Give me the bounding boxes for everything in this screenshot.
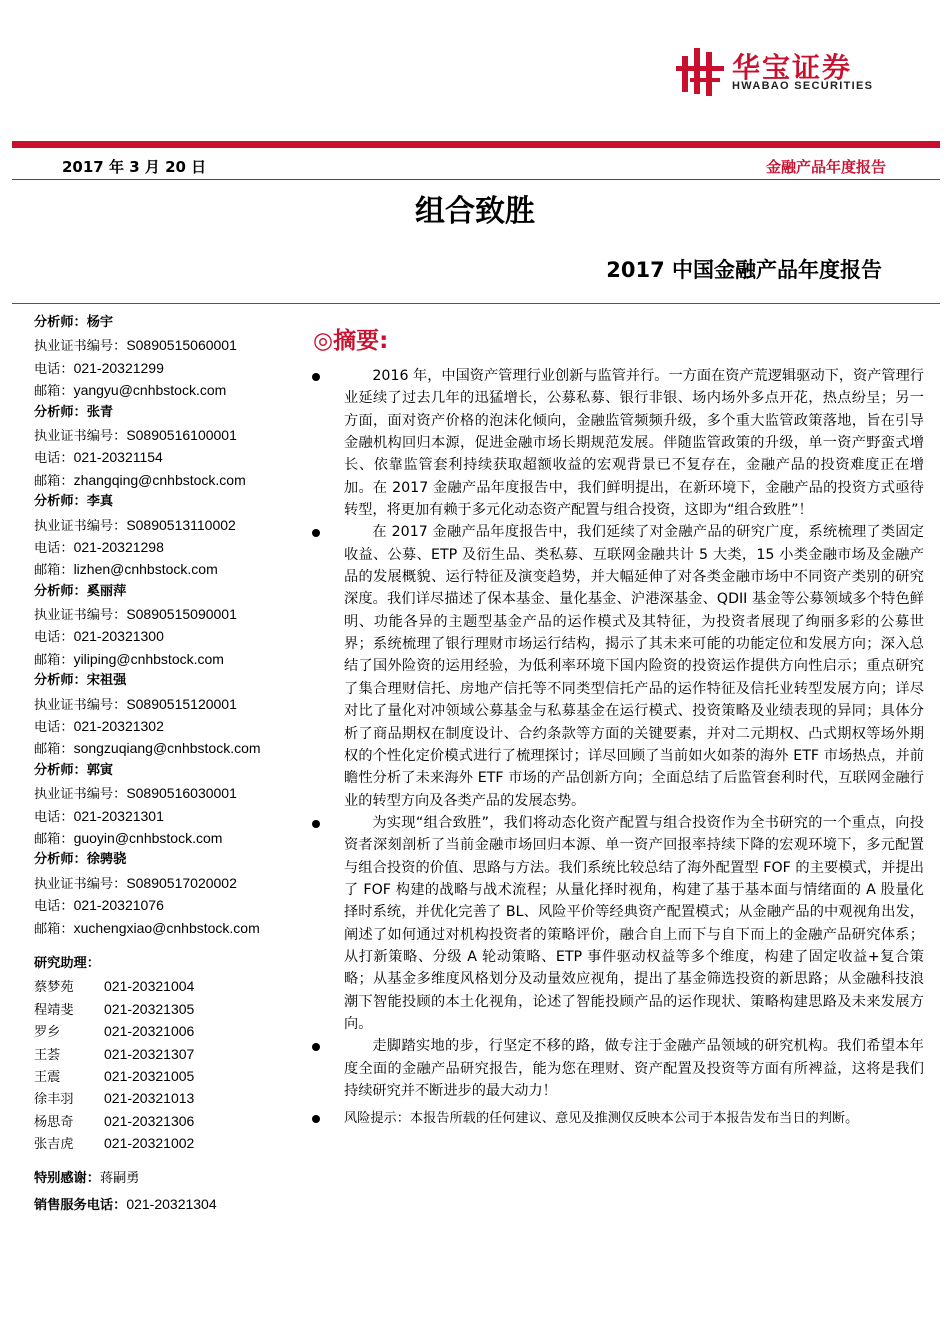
- assistant-name: 王震: [34, 1069, 61, 1085]
- analyst-email: [34, 917, 294, 939]
- analyst-email-label: 邮箱：: [34, 742, 74, 758]
- analyst-email-value: lizhen@cnhbstock.com: [73, 561, 218, 578]
- analyst-email-value: yangyu@cnhbstock.com: [73, 382, 227, 399]
- analyst-email: [34, 469, 294, 491]
- page-subtitle: 2017 中国金融产品年度报告: [606, 258, 882, 282]
- bullet-icon: [312, 820, 320, 828]
- analyst-cert-value: S0890513110002: [126, 516, 236, 533]
- hwabao-logo-icon: [676, 44, 726, 98]
- bullet-icon: [312, 1043, 320, 1051]
- abstract-heading: ◎摘要:: [313, 328, 389, 354]
- analyst-cert-label: 执业证书编号：: [34, 787, 127, 803]
- analyst-name: 分析师：杨宇: [34, 315, 114, 330]
- analyst-name: 分析师：宋祖强: [34, 673, 127, 689]
- analyst-cert-label: 执业证书编号：: [34, 518, 127, 534]
- assistant-row: [34, 1087, 294, 1109]
- analyst-name: 分析师：张青: [34, 404, 114, 420]
- analyst-phone: [34, 894, 294, 916]
- assistant-row: [34, 998, 294, 1020]
- assistant-phone: 021-20321307: [104, 1045, 195, 1062]
- assistant-phone: 021-20321004: [104, 978, 195, 995]
- thanks-value: 蒋嗣勇: [99, 1171, 140, 1187]
- analyst-cert-value: S0890516100001: [126, 426, 237, 443]
- abstract-paragraph: [312, 1035, 924, 1102]
- analyst-cert-label: 执业证书编号：: [34, 608, 127, 624]
- assistant-name: 王荟: [34, 1047, 61, 1063]
- analyst-block: [34, 312, 294, 402]
- risk-text: 风险提示：本报告所载的任何建议、意见及推测仅反映本公司于本报告发布当日的判断。: [344, 1111, 859, 1127]
- analyst-list: [34, 312, 294, 939]
- analyst-email-label: 邮箱：: [34, 473, 74, 489]
- special-thanks: [34, 1168, 294, 1190]
- analyst-cert-value: S0890516030001: [126, 785, 237, 802]
- logo-chinese-name: 华宝证券: [732, 51, 853, 84]
- assistant-row: [34, 1043, 294, 1065]
- analyst-email-value: songzuqiang@cnhbstock.com: [73, 740, 261, 757]
- analyst-email-label: 邮箱：: [34, 652, 74, 668]
- analyst-cert-value: S0890515090001: [126, 606, 237, 623]
- analyst-sidebar: [34, 312, 294, 1217]
- analyst-phone-label: 电话：: [34, 809, 74, 825]
- assistant-name: 徐丰羽: [34, 1092, 74, 1108]
- assistant-name: 张吉虎: [34, 1137, 74, 1153]
- analyst-email: [34, 827, 294, 849]
- assistant-row: [34, 975, 294, 997]
- analyst-email-value: guoyin@cnhbstock.com: [73, 829, 223, 846]
- assistant-phone: 021-20321002: [104, 1135, 195, 1152]
- analyst-cert: [34, 782, 294, 804]
- analyst-block: [34, 402, 294, 492]
- assistant-row: [34, 1110, 294, 1132]
- assistant-row: [34, 1132, 294, 1154]
- header-divider: [12, 179, 940, 180]
- analyst-phone-value: 021-20321298: [73, 538, 164, 555]
- assistant-phone: 021-20321013: [104, 1090, 195, 1107]
- assistant-name: 程靖斐: [34, 1002, 74, 1018]
- analyst-email: [34, 379, 294, 401]
- analyst-phone-label: 电话：: [34, 899, 74, 915]
- paragraph-text: 2016 年，中国资产管理行业创新与监管并行。一方面在资产荒逻辑驱动下，资产管理行业延续了过去几年的迅猛增长，公募私募、银行非银、场内场外多点开花，热点纷呈；另一方面，面对资产价格的泡沫化倾向，金融监管频频升级，多个重大监管政策落地，旨在引导金融机构回归本源，促进金融市场长期规范发展。伴随监管政策的升级，单一资产野蛮式增长、依靠监管套利持续获取超额收益的宏观背景已不复存在，金融产品的投资难度正在增加。在 2017 金融产品年度报告中，我们鲜明提出，在新环境下，金融产品的投资方式亟待转型，将更加有赖于多元化动态资产配置与组合投资，这即为“组合致胜”！: [344, 368, 924, 519]
- paragraph-text: 走脚踏实地的步，行坚定不移的路，做专注于金融产品领域的研究机构。我们希望本年度全面的金融产品研究报告，能为您在理财、资产配置及投资等方面有所裨益，这将是我们持续研究并不断进步的最大动力！: [344, 1038, 924, 1099]
- paragraph-text: 在 2017 金融产品年度报告中，我们延续了对金融产品的研究广度，系统梳理了类固定收益、公募、ETP 及衍生品、类私募、互联网金融共计 5 大类，15 小类金融市场及金融产品的发展概貌、运行特征及演变趋势，并大幅延伸了对各类金融市场中不同资产类别的研究深度。我们详尽描述了保本基金、量化基金、沪港深基金、QDII 基金等公募领域多个特色鲜明、功能各异的主题型基金产品的运作模式及其特征，为投资者展现了绚丽多彩的公募世界；系统梳理了银行理财市场运行结构，揭示了其未来可能的功能定位和发展方向；深入总结了国外险资的运用经验，为低利率环境下国内险资的投资运作提供方向性启示；重点研究了集合理财信托、房地产信托等不同类型信托产品的运作特征及信托业转型发展方向；详尽对比了量化对冲领域公募基金与私募基金在运行模式、投资策略及业绩表现的异同；具体分析了商品期权在制度设计、合约条款等方面的关键要素，并对二元期权、凸式期权等场外期权的个性化定价模式进行了梳理探讨；详尽回顾了当前如火如荼的海外 ETF 市场热点，并前瞻性分析了未来海外 ETF 市场的产品创新方向；全面总结了后监管套利时代，互联网金融行业的转型方向及各类产品的发展态势。: [344, 524, 924, 809]
- analyst-block: [34, 491, 294, 581]
- assistants-heading: 研究助理：: [34, 955, 100, 971]
- abstract-body: [312, 365, 924, 1130]
- analyst-email-value: yiliping@cnhbstock.com: [73, 650, 224, 667]
- assistant-name: 杨思奇: [34, 1114, 74, 1130]
- assistant-name: 罗乡: [34, 1025, 61, 1041]
- assistant-phone: 021-20321306: [104, 1112, 195, 1129]
- page-title: 组合致胜: [415, 194, 535, 229]
- analyst-block: [34, 760, 294, 850]
- analyst-block: [34, 581, 294, 671]
- analyst-phone: [34, 805, 294, 827]
- assistant-phone: 021-20321305: [104, 1000, 195, 1017]
- analyst-phone-label: 电话：: [34, 720, 74, 736]
- analyst-phone-value: 021-20321154: [73, 449, 163, 466]
- analyst-email-label: 邮箱：: [34, 563, 74, 579]
- assistant-row: [34, 1065, 294, 1087]
- assistant-name: 蔡梦苑: [34, 980, 74, 996]
- abstract-paragraph: [312, 365, 924, 521]
- analyst-cert-value: S0890515060001: [126, 337, 237, 354]
- analyst-cert-value: S0890517020002: [126, 874, 237, 891]
- abstract-paragraphs: [312, 365, 924, 1102]
- analyst-phone-label: 电话：: [34, 630, 74, 646]
- analyst-cert-label: 执业证书编号：: [34, 697, 127, 713]
- analyst-cert-label: 执业证书编号：: [34, 428, 127, 444]
- sales-value: 021-20321304: [126, 1195, 217, 1212]
- analyst-email-label: 邮箱：: [34, 921, 74, 937]
- bullet-icon: [312, 373, 320, 381]
- analyst-cert: [34, 603, 294, 625]
- analyst-block: [34, 670, 294, 760]
- title-divider: [12, 303, 940, 304]
- analyst-name: 分析师：奚丽萍: [34, 583, 127, 599]
- analyst-email: [34, 737, 294, 759]
- analyst-phone-value: 021-20321076: [73, 897, 164, 914]
- analyst-phone: [34, 625, 294, 647]
- abstract-paragraph: [312, 812, 924, 1035]
- analyst-phone-value: 021-20321299: [73, 359, 164, 376]
- bullet-icon: [312, 529, 320, 537]
- analyst-cert: [34, 334, 294, 356]
- analyst-phone-label: 电话：: [34, 451, 74, 467]
- analyst-phone-label: 电话：: [34, 361, 74, 377]
- analyst-email-value: xuchengxiao@cnhbstock.com: [73, 919, 260, 936]
- analyst-phone: [34, 715, 294, 737]
- assistant-phone: 021-20321006: [104, 1023, 195, 1040]
- sales-phone: [34, 1191, 294, 1217]
- analyst-phone-value: 021-20321300: [73, 628, 164, 645]
- analyst-phone: [34, 446, 294, 468]
- assistants-list: [34, 975, 294, 1154]
- analyst-email: [34, 648, 294, 670]
- thanks-label: 特别感谢：: [34, 1171, 100, 1187]
- analyst-phone-value: 021-20321301: [73, 807, 164, 824]
- analyst-cert-label: 执业证书编号：: [34, 339, 127, 355]
- analyst-cert: [34, 424, 294, 446]
- analyst-phone-value: 021-20321302: [73, 718, 164, 735]
- assistant-phone: 021-20321005: [104, 1067, 195, 1084]
- analyst-cert-value: S0890515120001: [126, 695, 237, 712]
- sales-label: 销售服务电话：: [34, 1197, 127, 1213]
- analyst-email-label: 邮箱：: [34, 384, 74, 400]
- analyst-name: 分析师：李真: [34, 494, 114, 510]
- analyst-block: [34, 849, 294, 939]
- abstract-paragraph: [312, 521, 924, 811]
- report-type: 金融产品年度报告: [765, 158, 886, 176]
- analyst-name: 分析师：郭寅: [34, 762, 114, 778]
- header-red-bar: [12, 141, 940, 148]
- analyst-cert: [34, 693, 294, 715]
- analyst-phone-label: 电话：: [34, 540, 74, 556]
- analyst-cert-label: 执业证书编号：: [34, 876, 127, 892]
- report-date: 2017 年 3 月 20 日: [62, 158, 207, 176]
- paragraph-text: 为实现“组合致胜”，我们将动态化资产配置与组合投资作为全书研究的一个重点，向投资者深刻剖析了当前金融市场回归本源、单一资产回报率持续下降的宏观环境下，多元配置与组合投资的价值、思路与方法。我们系统比较总结了海外配置型 FOF 的主要模式，并提出了 FOF 构建的战略与战术流程；从量化择时视角，构建了基于基本面与情绪面的 A 股量化择时系统，并优化完善了 BL、风险平价等经典资产配置模式；从金融产品的中观视角出发，阐述了如何通过对机构投资者的策略评价，融合自上而下与自下而上的金融产品研究体系；从打新策略、分级 A 轮动策略、ETP 事件驱动权益等多个维度，构建了固定收益+复合策略；从基金多维度风格划分及动量效应视角，提出了基金筛选投资的新思路；从金融科技浪潮下智能投顾的本土化视角，论述了智能投顾产品的运作现状、策略构建思路及未来发展方向。: [344, 814, 924, 1032]
- bullet-icon: [312, 1115, 320, 1123]
- analyst-name: 分析师：徐骋骁: [34, 852, 127, 868]
- risk-warning: [312, 1108, 924, 1130]
- assistant-row: [34, 1020, 294, 1042]
- analyst-cert: [34, 514, 294, 536]
- company-logo: [676, 44, 916, 98]
- analyst-email-label: 邮箱：: [34, 831, 74, 847]
- analyst-phone: [34, 536, 294, 558]
- analyst-cert: [34, 872, 294, 894]
- analyst-phone: [34, 357, 294, 379]
- logo-english-name: HWABAO SECURITIES: [732, 80, 874, 92]
- analyst-email: [34, 558, 294, 580]
- analyst-email-value: zhangqing@cnhbstock.com: [73, 471, 246, 488]
